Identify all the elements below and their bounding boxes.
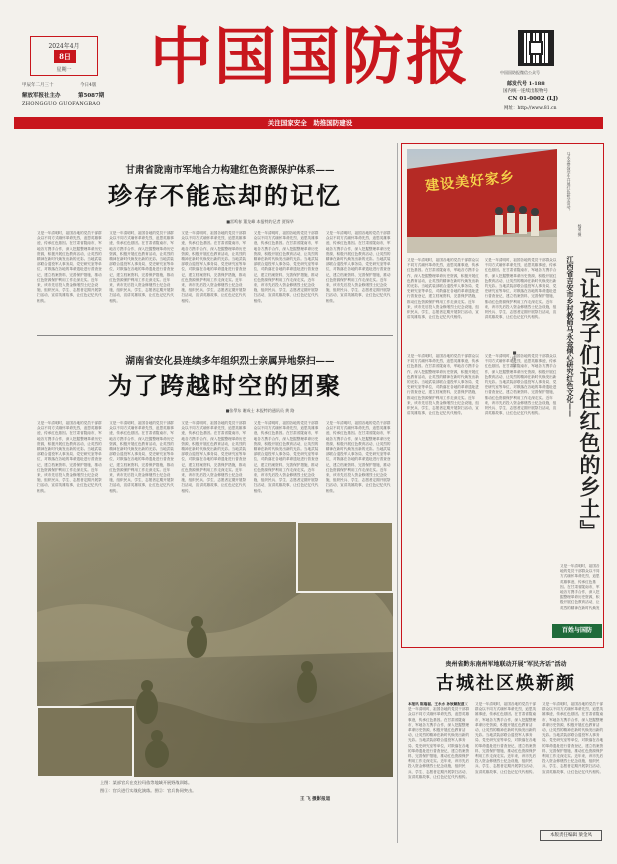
website: 网址：http://www.81.cn [504,106,557,111]
serial-number: 第5087期 [78,93,105,99]
article2-kicker: 湖南省安化县连续多年组织烈士亲属异地祭扫—— [125,356,335,367]
article1-col: 又是一年清明时，祖国各地的党员干部群众以不同方式缅怀革命先烈，追思英雄事迹，传承红色基因。在甘肃省陇南市，军地各方携手合作，深入挖掘整理革命历史资源，积极开展红色教育活动，让英烈的精神在新时代焕发出新的光彩。当地武装部联合退役军人事务局、党史研究室等单位，对散落在各地的革命遗址进行普查登记，建立档案资料，完善保护措施，推动红色资源保护利用工作走深走实。近年来，该市先后投入资金修缮烈士纪念设施，组织民兵、学生、志愿者定期开展祭扫活动，宣讲英雄故事，让红色记忆代代相传。 [181,231,247,303]
column-rule [397,143,398,843]
photo-caption-1: 上图：某部官兵在克拉玛依等地域开展野战训练。 [100,780,193,785]
article2-col: 又是一年清明时，祖国各地的党员干部群众以不同方式缅怀革命先烈，追思英雄事迹，传承红色基因。在甘肃省陇南市，军地各方携手合作，深入挖掘整理革命历史资源，积极开展红色教育活动，让英烈的精神在新时代焕发出新的光彩。当地武装部联合退役军人事务局、党史研究室等单位，对散落在各地的革命遗址进行普查登记，建立档案资料，完善保护措施，推动红色资源保护利用工作走深走实。近年来，该市先后投入资金修缮烈士纪念设施，组织民兵、学生、志愿者定期开展祭扫活动，宣讲英雄故事，让红色记忆代代相传。 [37,421,102,493]
article3-headline: 古城社区焕新颜 [436,673,576,694]
article1-col: 又是一年清明时，祖国各地的党员干部群众以不同方式缅怀革命先烈，追思英雄事迹，传承红色基因。在甘肃省陇南市，军地各方携手合作，深入挖掘整理革命历史资源，积极开展红色教育活动，让英烈的精神在新时代焕发出新的光彩。当地武装部联合退役军人事务局、党史研究室等单位，对散落在各地的革命遗址进行普查登记，建立档案资料，完善保护措施，推动红色资源保护利用工作走深走实。近年来，该市先后投入资金修缮烈士纪念设施，组织民兵、学生、志愿者定期开展祭扫活动，宣讲英雄故事，让红色记忆代代相传。 [253,231,319,303]
article2-body [37,421,393,517]
qr-code [518,30,554,66]
date-box [30,36,98,76]
column-tag: 百姓与国防 [552,624,602,638]
article1-kicker: 甘肃省陇南市军地合力构建红色资源保护体系—— [125,165,335,176]
divider [37,335,393,336]
article2-byline: ■张學东 谢成士 本报特约通讯员 黄 路 [225,408,295,413]
lunar-date: 甲辰年二月三十 [22,83,54,88]
date-month: 2024年4月 [48,43,80,50]
date-weekday: 星期一 [56,67,72,73]
slogan: 关注国家安全 助推国防建设 [267,119,353,127]
article3-body [408,702,604,848]
photo-banner-text: 建设美好家乡 [424,169,516,195]
article3-col: 又是一年清明时，祖国各地的党员干部群众以不同方式缅怀革命先烈，追思英雄事迹，传承红色基因。在甘肃省陇南市，军地各方携手合作，深入挖掘整理革命历史资源，积极开展红色教育活动，让英烈的精神在新时代焕发出新的光彩。当地武装部联合退役军人事务局、党史研究室等单位，对散落在各地的革命遗址进行普查登记，建立档案资料，完善保护措施，推动红色资源保护利用工作走深走实。近年来，该市先后投入资金修缮烈士纪念设施，组织民兵、学生、志愿者定期开展祭扫活动，宣讲英雄故事，让红色记忆代代相传。 [542,702,604,774]
article1-headline: 珍存不能忘却的记忆 [108,181,342,210]
feature-body-bottom [407,354,557,610]
article2-col: 又是一年清明时，祖国各地的党员干部群众以不同方式缅怀革命先烈，追思英雄事迹，传承红色基因。在甘肃省陇南市，军地各方携手合作，深入挖掘整理革命历史资源，积极开展红色教育活动，让英烈的精神在新时代焕发出新的光彩。当地武装部联合退役军人事务局、党史研究室等单位，对散落在各地的革命遗址进行普查登记，建立档案资料，完善保护措施，推动红色资源保护利用工作走深走实。近年来，该市先后投入资金修缮烈士纪念设施，组织民兵、学生、志愿者定期开展祭扫活动，宣讲英雄故事，让红色记忆代代相传。 [109,421,174,493]
article2-col: 又是一年清明时，祖国各地的党员干部群众以不同方式缅怀革命先烈，追思英雄事迹，传承红色基因。在甘肃省陇南市，军地各方携手合作，深入挖掘整理革命历史资源，积极开展红色教育活动，让英烈的精神在新时代焕发出新的光彩。当地武装部联合退役军人事务局、党史研究室等单位，对散落在各地的革命遗址进行普查登记，建立档案资料，完善保护措施，推动红色资源保护利用工作走深走实。近年来，该市先后投入资金修缮烈士纪念设施，组织民兵、学生、志愿者定期开展祭扫活动，宣讲英雄故事，让红色记忆代代相传。 [325,421,391,493]
pinyin-title: ZHONGGUO GUOFANGBAO [22,101,101,107]
date-day: 8日 [54,50,76,63]
newspaper-title: 中国国防报 [150,20,471,93]
article2-headline: 为了跨越时空的团聚 [108,371,342,400]
photo-caption-2: 图①：官兵进行实战化演练。图②：官兵协同突击。 [100,788,197,793]
article3-col: 又是一年清明时，祖国各地的党员干部群众以不同方式缅怀革命先烈，追思英雄事迹，传承红色基因。在甘肃省陇南市，军地各方携手合作，深入挖掘整理革命历史资源，积极开展红色教育活动，让英烈的精神在新时代焕发出新的光彩。当地武装部联合退役军人事务局、党史研究室等单位，对散落在各地的革命遗址进行普查登记，建立档案资料，完善保护措施，推动红色资源保护利用工作走深走实。近年来，该市先后投入资金修缮烈士纪念设施，组织民兵、学生、志愿者定期开展祭扫活动，宣讲英雄故事，让红色记忆代代相传。 [475,702,537,774]
feature-body-right [560,564,600,610]
publisher-org: 解放军报社主办 [22,93,61,99]
feature-photo [407,149,557,253]
article1-col: 又是一年清明时，祖国各地的党员干部群众以不同方式缅怀革命先烈，追思英雄事迹，传承红色基因。在甘肃省陇南市，军地各方携手合作，深入挖掘整理革命历史资源，积极开展红色教育活动，让英烈的精神在新时代焕发出新的光彩。当地武装部联合退役军人事务局、党史研究室等单位，对散落在各地的革命遗址进行普查登记，建立档案资料，完善保护措施，推动红色资源保护利用工作走深走实。近年来，该市先后投入资金修缮烈士纪念设施，组织民兵、学生、志愿者定期开展祭扫活动，宣讲英雄故事，让红色记忆代代相传。 [109,231,174,303]
feature-deck: 江西省吉安市乡村教师马永金倾心研究红色文化—— [566,256,575,417]
cn-label: 国内统一连续出版物号 [503,89,548,94]
photo-credit: 王 飞 摄影报道 [300,797,331,802]
article1-byline: ■雷鸣春 董龙峰 本报特约记者 贾保华 [226,219,294,224]
masthead [0,0,617,120]
feature-photo-caption: 马永金带领学生开展红色研学活动。 [567,152,572,213]
feature-box [401,143,604,648]
article3-col [408,702,470,848]
article1-col: 又是一年清明时，祖国各地的党员干部群众以不同方式缅怀革命先烈，追思英雄事迹，传承红色基因。在甘肃省陇南市，军地各方携手合作，深入挖掘整理革命历史资源，积极开展红色教育活动，让英烈的精神在新时代焕发出新的光彩。当地武装部联合退役军人事务局、党史研究室等单位，对散落在各地的革命遗址进行普查登记，建立档案资料，完善保护措施，推动红色资源保护利用工作走深走实。近年来，该市先后投入资金修缮烈士纪念设施，组织民兵、学生、志愿者定期开展祭扫活动，宣讲英雄故事，让红色记忆代代相传。 [325,231,391,303]
feature-col: 又是一年清明时，祖国各地的党员干部群众以不同方式缅怀革命先烈，追思英雄事迹，传承红色基因。在甘肃省陇南市，军地各方携手合作，深入挖掘整理革命历史资源，积极开展红色教育活动，让英烈的精神在新时代焕发出新的光彩。当地武装部联合退役军人事务局、党史研究室等单位，对散落在各地的革命遗址进行普查登记，建立档案资料，完善保护措施，推动红色资源保护利用工作走深走实。近年来，该市先后投入资金修缮烈士纪念设施，组织民兵、学生、志愿者定期开展祭扫活动，宣讲英雄故事，让红色记忆代代相传。 [407,258,479,320]
postal-code: 邮发代号 1-188 [507,81,545,87]
feature-col: 又是一年清明时，祖国各地的党员干部群众以不同方式缅怀革命先烈，追思英雄事迹，传承红色基因。在甘肃省陇南市，军地各方携手合作，深入挖掘整理革命历史资源，积极开展红色教育活动，让英烈的精神在新时代焕发出新的光彩。当地武装部联合退役军人事务局、党史研究室等单位，对散落在各地的革命遗址进行普查登记，建立档案资料，完善保护措施，推动红色资源保护利用工作走深走实。近年来，该市先后投入资金修缮烈士纪念设施，组织民兵、学生、志愿者定期开展祭扫活动，宣讲英雄故事，让红色记忆代代相传。 [407,354,479,416]
article3-body-text: 又是一年清明时，祖国各地的党员干部群众以不同方式缅怀革命先烈，追思英雄事迹，传承红色基因。在甘肃省陇南市，军地各方携手合作，深入挖掘整理革命历史资源，积极开展红色教育活动，让英烈的精神在新时代焕发出新的光彩。当地武装部联合退役军人事务局、党史研究室等单位，对散落在各地的革命遗址进行普查登记，建立档案资料，完善保护措施，推动红色资源保护利用工作走深走实。近年来，该市先后投入资金修缮烈士纪念设施，组织民兵、学生、志愿者定期开展祭扫活动，宣讲英雄故事，让红色记忆代代相传。 [408,702,470,779]
feature-headline: 『让孩子们记住红色的乡土』 [577,256,602,542]
editor-credit: 本版责任编辑 梁金凤 [540,830,602,841]
feature-col: 又是一年清明时，祖国各地的党员干部群众以不同方式缅怀革命先烈，追思英雄事迹，传承红色基因。在甘肃省陇南市，军地各方携手合作，深入挖掘整理革命历史资源，积极开展红色教育活动，让英烈的精神在新时代焕发出新的光彩。当地武装部联合退役军人事务局、党史研究室等单位，对散落在各地的革命遗址进行普查登记，建立档案资料，完善保护措施，推动红色资源保护利用工作走深走实。近年来，该市先后投入资金修缮烈士纪念设施，组织民兵、学生、志愿者定期开展祭扫活动，宣讲英雄故事，让红色记忆代代相传。 [484,258,557,320]
training-photo [37,522,393,777]
article3-byline: 本报讯 陈瑞福、王永水 孙欣颖报道 [408,702,465,706]
article1-body [37,231,393,329]
red-wall-illustration [407,149,557,253]
feature-col: 又是一年清明时，祖国各地的党员干部群众以不同方式缅怀革命先烈，追思英雄事迹，传承红色基因。在甘肃省陇南市，军地各方携手合作，深入挖掘整理革命历史资源，积极开展红色教育活动，让英烈的精神在新时代焕发 [560,564,600,610]
issue-today: 今日4版 [80,83,97,88]
article3-kicker: 贵州省黔东南州军地联动开展“军民齐话”活动 [445,661,567,668]
cn-number: CN 01-0002 (LJ) [508,96,559,102]
feature-photo-credit: 杨勇 摄 [578,224,583,237]
article1-col: 又是一年清明时，祖国各地的党员干部群众以不同方式缅怀革命先烈，追思英雄事迹，传承红色基因。在甘肃省陇南市，军地各方携手合作，深入挖掘整理革命历史资源，积极开展红色教育活动，让英烈的精神在新时代焕发出新的光彩。当地武装部联合退役军人事务局、党史研究室等单位，对散落在各地的革命遗址进行普查登记，建立档案资料，完善保护措施，推动红色资源保护利用工作走深走实。近年来，该市先后投入资金修缮烈士纪念设施，组织民兵、学生、志愿者定期开展祭扫活动，宣讲英雄故事，让红色记忆代代相传。 [37,231,102,303]
feature-body-top [407,258,557,350]
article2-col: 又是一年清明时，祖国各地的党员干部群众以不同方式缅怀革命先烈，追思英雄事迹，传承红色基因。在甘肃省陇南市，军地各方携手合作，深入挖掘整理革命历史资源，积极开展红色教育活动，让英烈的精神在新时代焕发出新的光彩。当地武装部联合退役军人事务局、党史研究室等单位，对散落在各地的革命遗址进行普查登记，建立档案资料，完善保护措施，推动红色资源保护利用工作走深走实。近年来，该市先后投入资金修缮烈士纪念设施，组织民兵、学生、志愿者定期开展祭扫活动，宣讲英雄故事，让红色记忆代代相传。 [181,421,247,493]
feature-col: 又是一年清明时，祖国各地的党员干部群众以不同方式缅怀革命先烈，追思英雄事迹，传承红色基因。在甘肃省陇南市，军地各方携手合作，深入挖掘整理革命历史资源，积极开展红色教育活动，让英烈的精神在新时代焕发出新的光彩。当地武装部联合退役军人事务局、党史研究室等单位，对散落在各地的革命遗址进行普查登记，建立档案资料，完善保护措施，推动红色资源保护利用工作走深走实。近年来，该市先后投入资金修缮烈士纪念设施，组织民兵、学生、志愿者定期开展祭扫活动，宣讲英雄故事，让红色记忆代代相传。 [484,354,557,416]
feature-byline: ■ 杨小平 [512,350,517,369]
qr-caption: 中国国防报微信公众号 [500,70,540,75]
article2-col: 又是一年清明时，祖国各地的党员干部群众以不同方式缅怀革命先烈，追思英雄事迹，传承红色基因。在甘肃省陇南市，军地各方携手合作，深入挖掘整理革命历史资源，积极开展红色教育活动，让英烈的精神在新时代焕发出新的光彩。当地武装部联合退役军人事务局、党史研究室等单位，对散落在各地的革命遗址进行普查登记，建立档案资料，完善保护措施，推动红色资源保护利用工作走深走实。近年来，该市先后投入资金修缮烈士纪念设施，组织民兵、学生、志愿者定期开展祭扫活动，宣讲英雄故事，让红色记忆代代相传。 [253,421,319,493]
soldiers-illustration [37,522,393,777]
